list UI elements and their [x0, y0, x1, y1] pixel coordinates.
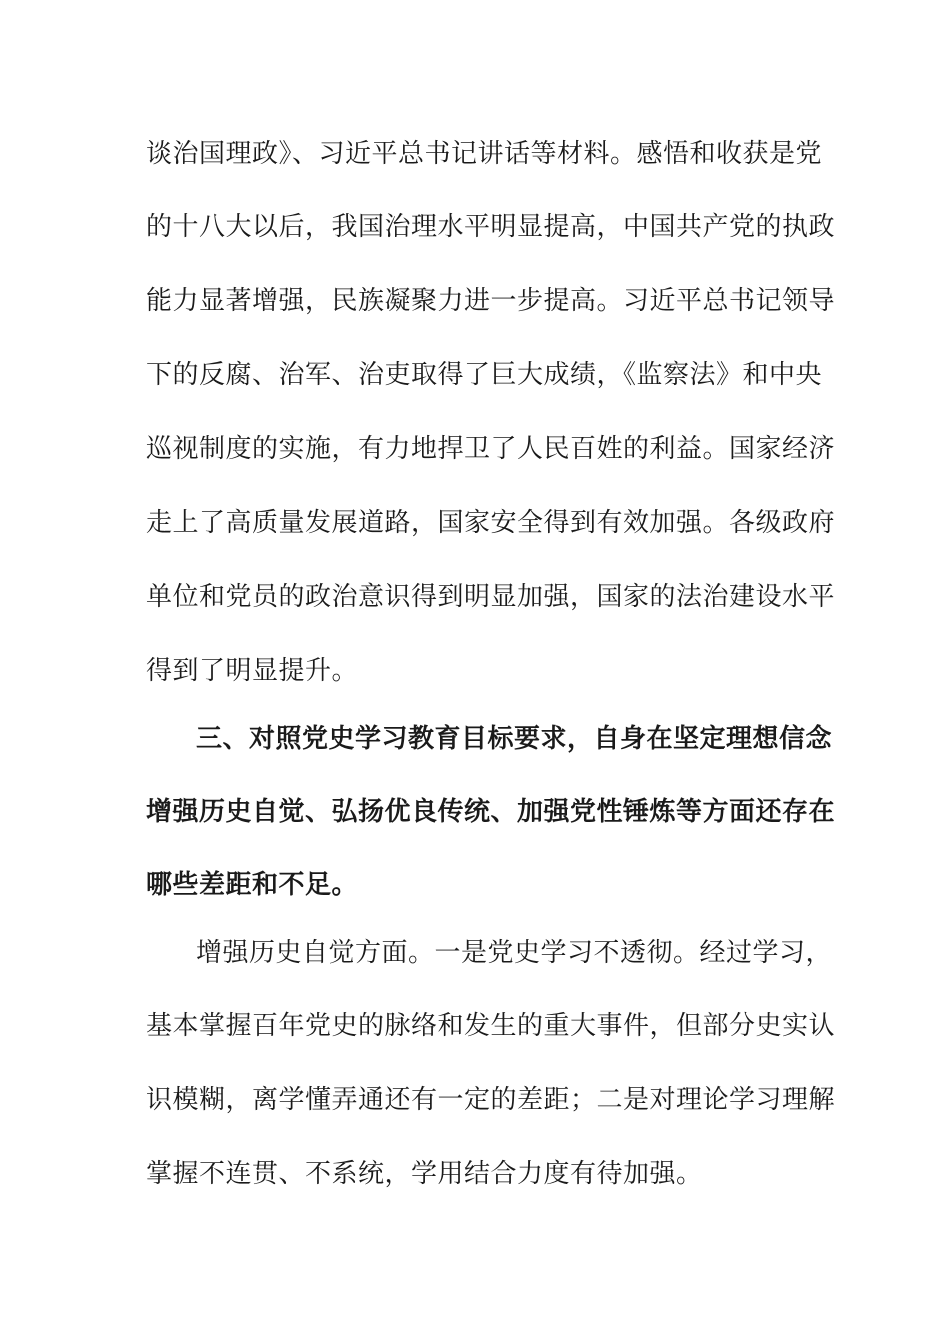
paragraph-line: 单位和党员的政治意识得到明显加强，国家的法治建设水平 [146, 582, 836, 612]
paragraph-line: 掌握不连贯、不系统，学用结合力度有待加强。 [146, 1159, 703, 1189]
paragraph-line: 巡视制度的实施，有力地捍卫了人民百姓的利益。国家经济 [146, 434, 836, 464]
paragraph-line: 能力显著增强，民族凝聚力进一步提高。习近平总书记领导 [146, 286, 836, 316]
paragraph-line: 增强历史自觉方面。一是党史学习不透彻。经过学习， [196, 938, 833, 968]
section-heading-line: 哪些差距和不足。 [146, 870, 359, 900]
paragraph-line: 下的反腐、治军、治吏取得了巨大成绩，《监察法》和中央 [146, 360, 823, 390]
section-heading-line: 增强历史自觉、弘扬优良传统、加强党性锤炼等方面还存在 [146, 797, 836, 827]
paragraph-line: 走上了高质量发展道路，国家安全得到有效加强。各级政府 [146, 508, 836, 538]
paragraph-line: 基本掌握百年党史的脉络和发生的重大事件，但部分史实认 [146, 1011, 836, 1041]
paragraph-line: 的十八大以后，我国治理水平明显提高，中国共产党的执政 [146, 212, 836, 242]
paragraph-line: 谈治国理政》、习近平总书记讲话等材料。感悟和收获是党 [146, 139, 823, 169]
paragraph-line: 识模糊，离学懂弄通还有一定的差距；二是对理论学习理解 [146, 1085, 836, 1115]
section-heading-line: 三、对照党史学习教育目标要求，自身在坚定理想信念 [196, 724, 833, 754]
paragraph-line: 得到了明显提升。 [146, 656, 359, 686]
